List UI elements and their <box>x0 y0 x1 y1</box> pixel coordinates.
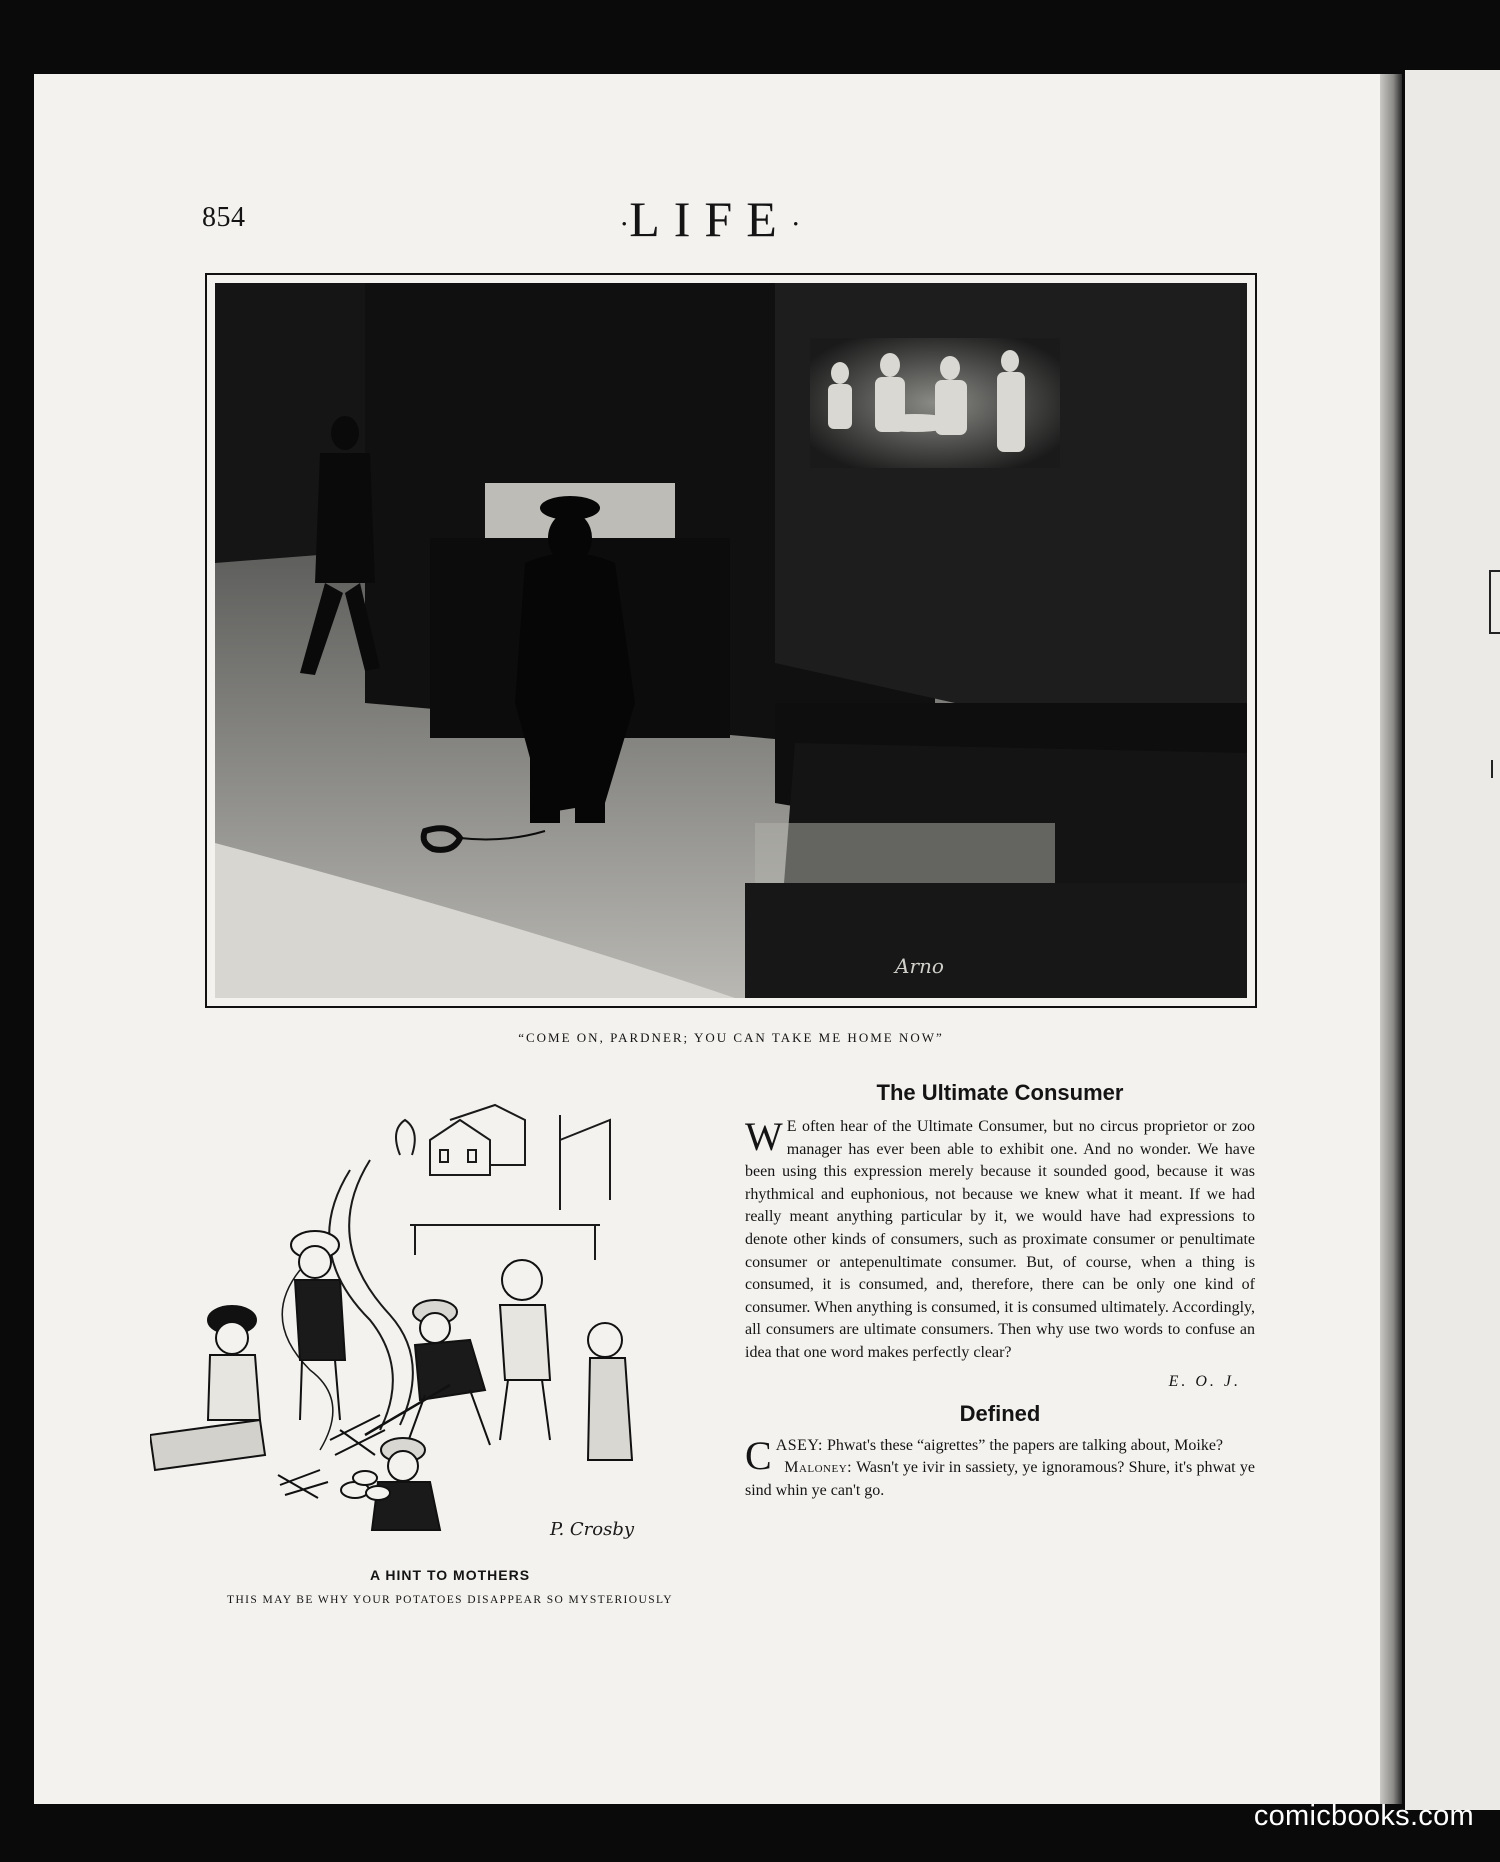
photo-caption: “COME ON, PARDNER; YOU CAN TAKE ME HOME NOW” <box>518 1030 944 1045</box>
page-gutter <box>1380 74 1402 1804</box>
dialogue-text-2: Wasn't ye ivir in sassiety, ye ignoramous? Shure, it's phwat ye sind whin ye can't go. <box>745 1459 1255 1499</box>
facing-page-mark <box>1491 760 1500 778</box>
illustration-title: A HINT TO MOTHERS <box>369 1567 531 1583</box>
article-body-text: E often hear of the Ultimate Consumer, but no circus proprietor or zoo manager has ever been able to exhibit one. And no wonder. We have been using this expression merely because it sounded good, because it was rhythmical and euphonious, not because we knew what it meant. If we had really meant anything particular by it, we would have had expressions to denote other kinds of consumers, such as proximate consumer or penultimate consumer or antepenultimate consumer. But, of course, when a thing is consumed, it is consumed, and, therefore, there can be only one kind of consumer. When anything is consumed, it is consumed ultimately. Accordingly, all consumers are ultimate consumers. Then why use two words to confuse an idea that one word makes perfectly clear? <box>745 1118 1255 1361</box>
masthead-title: LIFE <box>629 191 791 247</box>
drop-cap: C <box>745 1432 772 1478</box>
boys-group <box>150 1231 632 1530</box>
dialogue-text-1: Phwat's these “aigrettes” the papers are talking about, Moike? <box>826 1436 1224 1454</box>
illustration-subtitle: THIS MAY BE WHY YOUR POTATOES DISAPPEAR SO MYSTERIOUSLY <box>227 1594 673 1606</box>
dialogue-line-2 <box>745 1457 1255 1502</box>
facing-page-mark <box>1489 570 1500 634</box>
masthead <box>560 190 860 248</box>
artist-signature: P. Crosby <box>550 1519 635 1540</box>
page-number: 854 <box>202 202 246 233</box>
article-title: The Ultimate Consumer <box>876 1080 1124 1105</box>
campfire <box>278 1415 390 1500</box>
facing-page-edge <box>1405 70 1500 1810</box>
speaker-maloney: Maloney: <box>784 1459 853 1477</box>
speaker-casey: ASEY: <box>775 1436 823 1454</box>
source-watermark: comicbooks.com <box>1253 1800 1474 1832</box>
pen-drawing-boys-campfire <box>150 1090 710 1560</box>
section-title-defined: Defined <box>959 1400 1041 1426</box>
article-body <box>745 1116 1255 1365</box>
article-signature: E. O. J. <box>1168 1372 1241 1390</box>
night-street-scene <box>215 283 1247 998</box>
masthead-dot: · <box>790 207 801 241</box>
masthead-dot: · <box>619 207 630 241</box>
halftone-illustration <box>205 273 1257 1008</box>
drop-cap: W <box>745 1114 783 1159</box>
article-ultimate-consumer <box>745 1080 1255 1502</box>
artist-signature: Arno <box>895 954 944 978</box>
